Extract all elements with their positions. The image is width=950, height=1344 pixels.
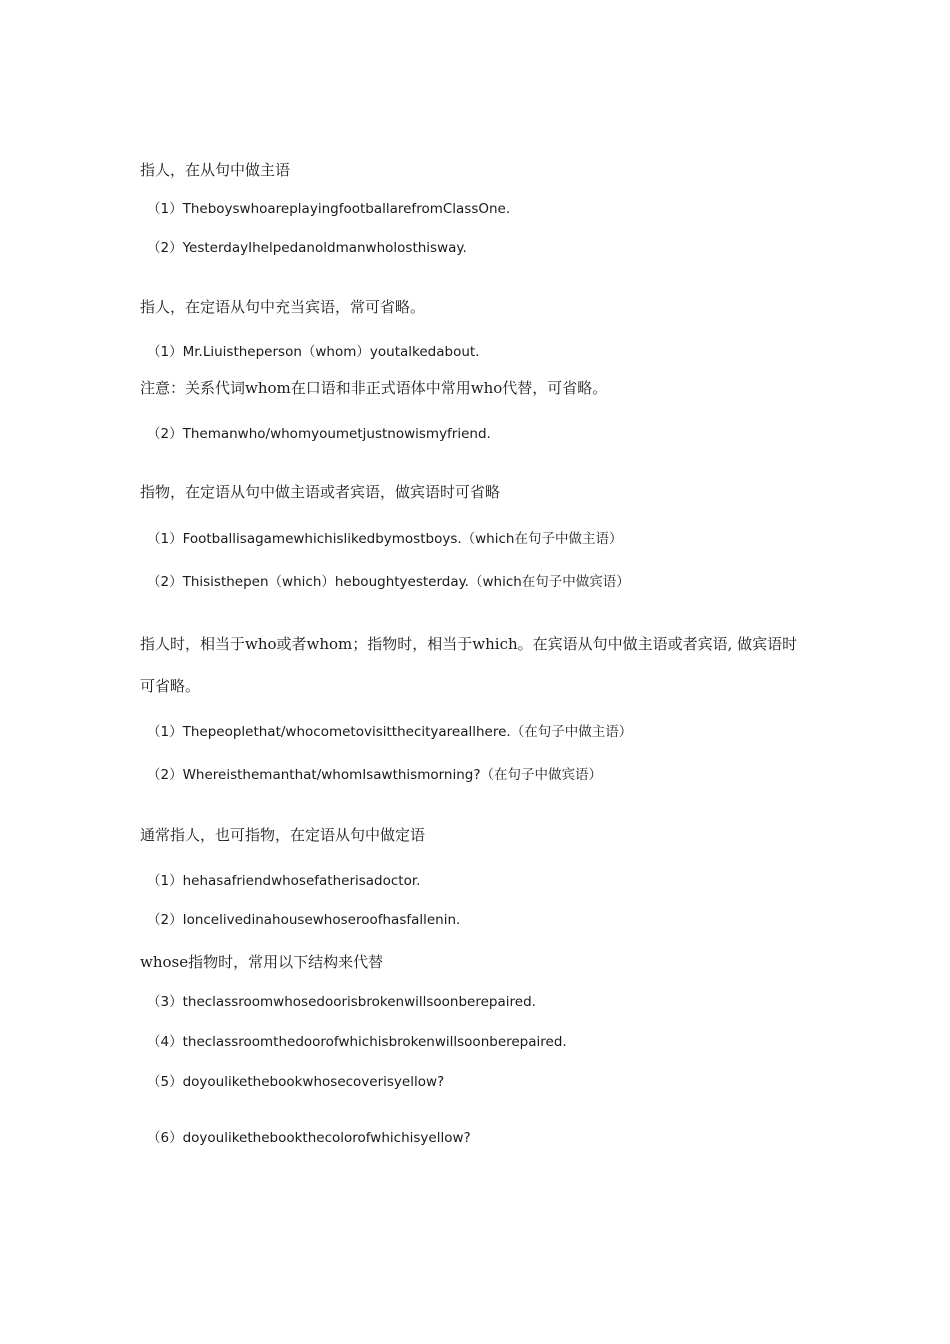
section-that-heading: 指人时，相当于who或者whom；指物时，相当于which。在宾语从句中做主语或者宾语, 做宾语时可省略。 <box>140 635 798 695</box>
section-whose-example-3: （3）theclassroomwhosedoorisbrokenwillsoonberepaired. <box>147 994 536 1010</box>
section-whose-example-5: （5）doyoulikethebookwhosecoverisyellow? <box>147 1074 445 1090</box>
section-who-example-1: （1）TheboyswhoareplayingfootballarefromClassOne. <box>147 201 511 217</box>
section-whose-example-6: （6）doyoulikethebookthecolorofwhichisyellow? <box>147 1130 471 1146</box>
section-which-example-1: （1）Footballisagamewhichislikedbymostboys.（which在句子中做主语） <box>147 531 623 547</box>
section-whose-example-2: （2）Ioncelivedinahousewhoseroofhasfallenin. <box>147 912 461 928</box>
section-whom-note: 注意：关系代词whom在口语和非正式语体中常用who代替，可省略。 <box>140 379 608 397</box>
section-who-heading: 指人，在从句中做主语 <box>140 161 291 179</box>
section-that-example-1: （1）Thepeoplethat/whocometovisitthecityareallhere.（在句子中做主语） <box>147 724 633 740</box>
section-which-example-2: （2）Thisisthepen（which）heboughtyesterday.（which在句子中做宾语） <box>147 574 630 590</box>
section-which-heading: 指物，在定语从句中做主语或者宾语，做宾语时可省略 <box>140 483 501 501</box>
section-whose-example-4: （4）theclassroomthedoorofwhichisbrokenwillsoonberepaired. <box>147 1034 567 1050</box>
section-whom-example-2: （2）Themanwho/whomyoumetjustnowismyfriend. <box>147 426 491 442</box>
section-whose-heading: 通常指人，也可指物，在定语从句中做定语 <box>140 826 426 844</box>
section-who-example-2: （2）YesterdayIhelpedanoldmanwholosthisway. <box>147 240 467 256</box>
section-that-example-2: （2）Whereisthemanthat/whomIsawthismorning?（在句子中做宾语） <box>147 767 603 783</box>
section-whose-example-1: （1）hehasafriendwhosefatherisadoctor. <box>147 873 421 889</box>
section-whom-heading: 指人，在定语从句中充当宾语，常可省略。 <box>140 298 426 316</box>
section-whose-note: whose指物时，常用以下结构来代替 <box>140 953 384 971</box>
section-whom-example-1: （1）Mr.Liuistheperson（whom）youtalkedabout. <box>147 344 480 360</box>
